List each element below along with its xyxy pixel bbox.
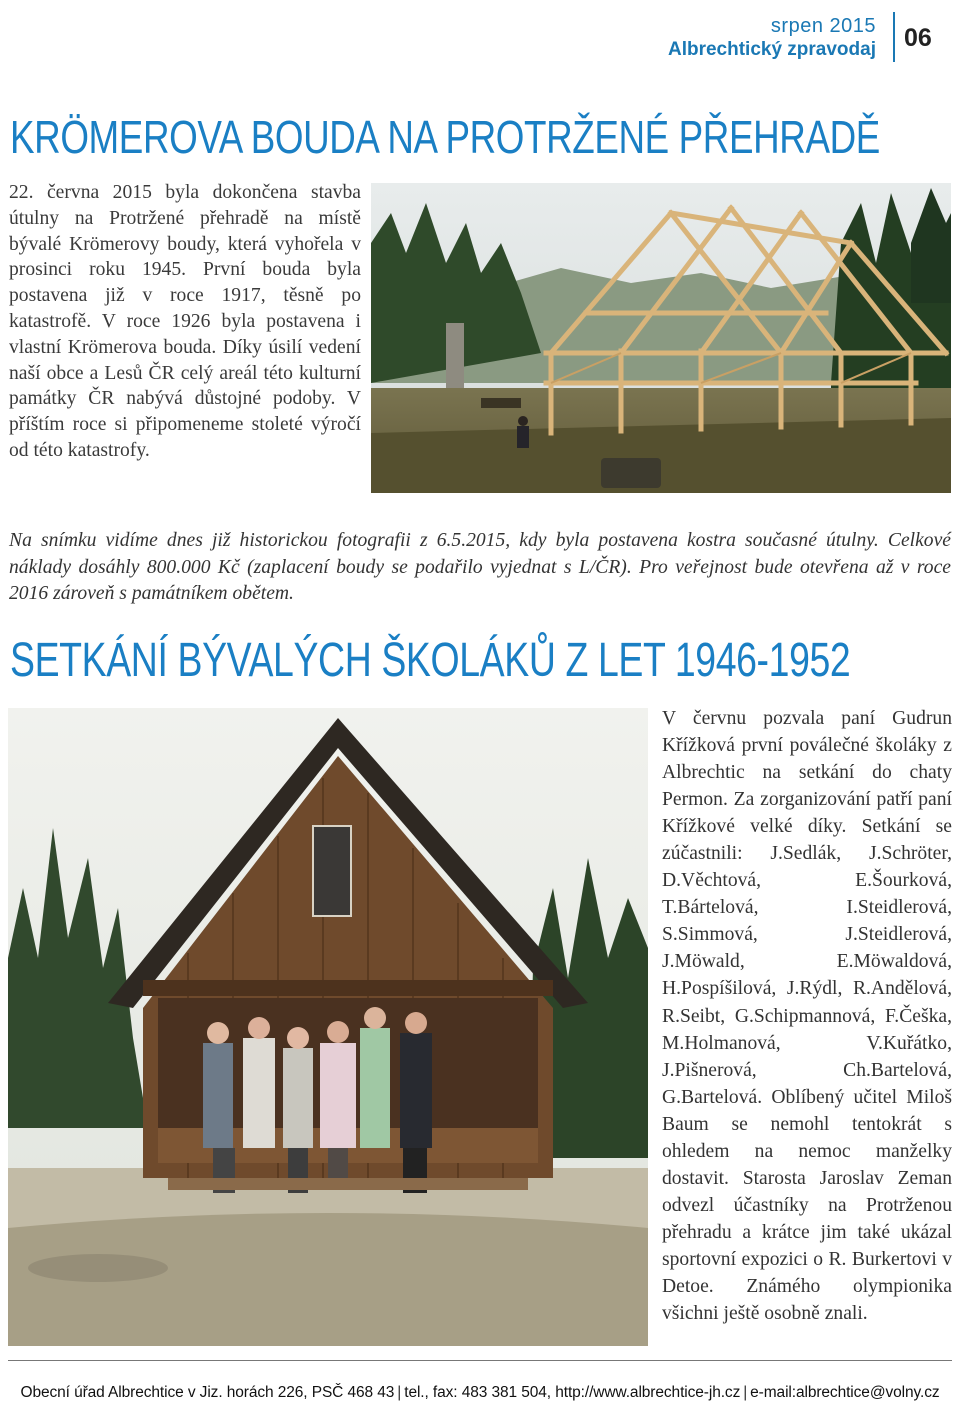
article-2-body: V červnu pozvala paní Gudrun Křížková první poválečné školáky z Albrechtic na setkání do chaty Permon. Za zorganizování patří paní Křížkové velké díky. Setkání se zúčastnili: J.Sedlák, J.Schröter, D.Věchtová, E.Šourková, T.Bártelová, I.Steidlerová, S.Simmová, J.Steidlerová, J.Möwald, E.Möwaldová, H.Pospíšilová, J.Rýdl, R.Andělová, R.Seibt, G.Schipmannová, F.Češka, M.Holmanová, V.Kuřátko, J.Pišnerová, Ch.Bartelová, G.Bartelová. Oblíbený učitel Miloš Baum se nemohl tentokrát s ohledem na nemoc manželky dostavit. Starosta Jaroslav Zeman odvezl účastníky na Protrženou přehradu a krátce jim také ukázal sportovní expozici o R. Burkertovi v Detoe. Známého olympionika všichni ještě osobně znali. bbox=[662, 708, 952, 1325]
article-1-title: KRÖMEROVA BOUDA NA PROTRŽENÉ PŘEHRADĚ bbox=[10, 111, 880, 163]
header-meta bbox=[668, 14, 876, 62]
timber-frame-illustration bbox=[371, 183, 951, 493]
header-divider bbox=[893, 12, 895, 62]
footer-email: e-mail:albrechtice@volny.cz bbox=[750, 1384, 940, 1401]
article-1-intro: 22. června 2015 byla dokončena stavba útulny na Protržené přehradě na místě bývalé Krömerovy boudy, která vyhořela v prosinci roku 1945. První bouda byla postavena již v roce 1917, těsně po katastrofě. V roce 1926 byla postavena i vlastní Krömerova bouda. Díky úsilí vedení naší obce a Lesů ČR celý areál této kulturní památky ČR nabývá důstojné podoby. V příštím roce si připomeneme stoleté výročí od této katastrofy. bbox=[9, 182, 361, 461]
cabin-frame-photo bbox=[371, 183, 951, 493]
group-photo bbox=[8, 708, 648, 1346]
article-2-title: SETKÁNÍ BÝVALÝCH ŠKOLÁKŮ Z LET 1946-1952 bbox=[10, 634, 851, 687]
publication-name: Albrechtický zpravodaj bbox=[667, 39, 876, 60]
footer-phone-web: tel., fax: 483 381 504, http://www.albrechtice-jh.cz bbox=[404, 1384, 741, 1401]
cabin-group-illustration bbox=[8, 708, 648, 1346]
issue-date: srpen 2015 bbox=[770, 15, 876, 37]
footer-address: Obecní úřad Albrechtice v Jiz. horách 226, PSČ 468 43 bbox=[20, 1384, 395, 1401]
page-number: 06 bbox=[904, 24, 932, 52]
article-1-caption: Na snímku vidíme dnes již historickou fotografii z 6.5.2015, kdy byla postavena kostra současné útulny. Celkové náklady dosáhly 800.000 Kč (zaplacení boudy se podařilo vyjednat s L/ČR). Pro veřejnost bude otevřena až v roce 2016 zároveň s památníkem obětem. bbox=[9, 530, 951, 604]
footer-divider bbox=[8, 1360, 952, 1361]
page-footer: Obecní úřad Albrechtice v Jiz. horách 226, PSČ 468 43 | tel., fax: 483 381 504, http://www.albrechtice-jh.cz | e-mail:albrechtice@volny.cz bbox=[20, 1384, 940, 1401]
